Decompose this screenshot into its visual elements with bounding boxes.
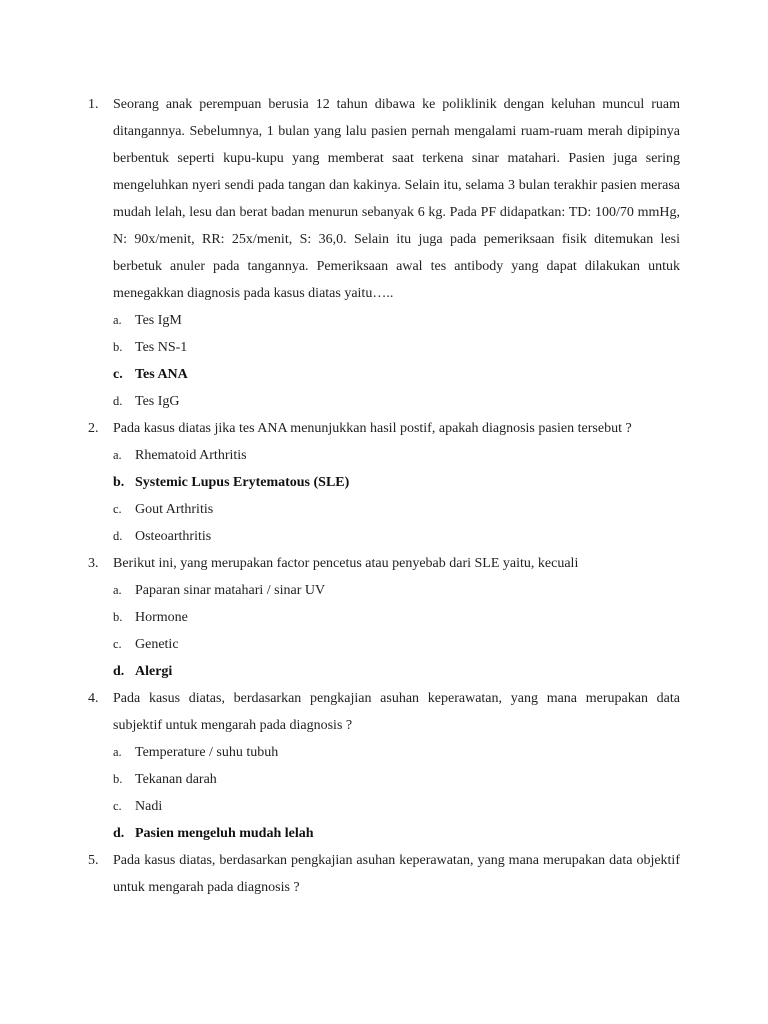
option-letter: a. bbox=[113, 745, 122, 759]
option-list bbox=[113, 577, 680, 685]
question-list bbox=[88, 91, 680, 901]
option-c bbox=[113, 793, 680, 820]
question-5 bbox=[88, 847, 680, 901]
option-list bbox=[113, 442, 680, 550]
option-letter: c. bbox=[113, 502, 122, 516]
option-text: Osteoarthritis bbox=[135, 529, 212, 544]
option-b bbox=[113, 766, 680, 793]
option-text: Tes ANA bbox=[135, 367, 188, 382]
question-number: 4. bbox=[88, 691, 99, 706]
option-letter: c. bbox=[113, 799, 122, 813]
option-c bbox=[113, 496, 680, 523]
option-text: Pasien mengeluh mudah lelah bbox=[135, 826, 314, 841]
option-a bbox=[113, 739, 680, 766]
option-text: Alergi bbox=[135, 664, 173, 679]
option-text: Hormone bbox=[135, 610, 188, 625]
option-a bbox=[113, 307, 680, 334]
option-text: Temperature / suhu tubuh bbox=[135, 745, 279, 760]
option-d bbox=[113, 388, 680, 415]
option-text: Tes NS-1 bbox=[135, 340, 188, 355]
option-letter: d. bbox=[113, 394, 123, 408]
question-number: 2. bbox=[88, 421, 99, 436]
option-text: Tes IgM bbox=[135, 313, 182, 328]
question-4 bbox=[88, 685, 680, 847]
option-b-answer bbox=[113, 469, 680, 496]
question-number: 5. bbox=[88, 853, 99, 868]
option-a bbox=[113, 442, 680, 469]
question-2 bbox=[88, 415, 680, 550]
question-text: Pada kasus diatas jika tes ANA menunjukkan hasil postif, apakah diagnosis pasien tersebut ? bbox=[113, 421, 632, 436]
option-d-answer bbox=[113, 658, 680, 685]
question-text: Pada kasus diatas, berdasarkan pengkajian asuhan keperawatan, yang mana merupakan data objektif untuk mengarah pada diagnosis ? bbox=[113, 853, 680, 895]
question-text: Berikut ini, yang merupakan factor pencetus atau penyebab dari SLE yaitu, kecuali bbox=[113, 556, 579, 571]
option-letter: c. bbox=[113, 367, 123, 382]
option-letter: b. bbox=[113, 475, 125, 490]
option-letter: b. bbox=[113, 610, 123, 624]
question-text: Seorang anak perempuan berusia 12 tahun dibawa ke poliklinik dengan keluhan muncul ruam ditangannya. Sebelumnya, 1 bulan yang lalu pasien pernah mengalami ruam-ruam merah dipipinya berbentuk seperti kupu-kupu yang memberat saat terkena sinar matahari. Pasien juga sering mengeluhkan nyeri sendi pada tangan dan kakinya. Selain itu, selama 3 bulan terakhir pasien merasa mudah lelah, lesu dan berat badan menurun sebanyak 6 kg. Pada PF didapatkan: TD: 100/70 mmHg, N: 90x/menit, RR: 25x/menit, S: 36,0. Selain itu juga pada pemeriksaan fisik ditemukan lesi berbetuk anuler pada tangannya. Pemeriksaan awal tes antibody yang dapat dilakukan untuk menegakkan diagnosis pada kasus diatas yaitu….. bbox=[113, 97, 680, 301]
option-letter: b. bbox=[113, 340, 123, 354]
option-letter: c. bbox=[113, 637, 122, 651]
option-text: Paparan sinar matahari / sinar UV bbox=[135, 583, 326, 598]
option-text: Rhematoid Arthritis bbox=[135, 448, 247, 463]
option-text: Tekanan darah bbox=[135, 772, 217, 787]
question-number: 1. bbox=[88, 97, 99, 112]
option-text: Tes IgG bbox=[135, 394, 180, 409]
option-text: Genetic bbox=[135, 637, 179, 652]
question-text: Pada kasus diatas, berdasarkan pengkajian asuhan keperawatan, yang mana merupakan data subjektif untuk mengarah pada diagnosis ? bbox=[113, 691, 680, 733]
option-letter: b. bbox=[113, 772, 123, 786]
option-text: Nadi bbox=[135, 799, 163, 814]
option-letter: a. bbox=[113, 583, 122, 597]
question-number: 3. bbox=[88, 556, 99, 571]
option-c-answer bbox=[113, 361, 680, 388]
option-d-answer bbox=[113, 820, 680, 847]
option-a bbox=[113, 577, 680, 604]
option-text: Gout Arthritis bbox=[135, 502, 214, 517]
option-c bbox=[113, 631, 680, 658]
option-text: Systemic Lupus Erytematous (SLE) bbox=[135, 475, 350, 490]
option-d bbox=[113, 523, 680, 550]
question-1 bbox=[88, 91, 680, 415]
option-b bbox=[113, 334, 680, 361]
option-letter: a. bbox=[113, 313, 122, 327]
question-3 bbox=[88, 550, 680, 685]
option-letter: a. bbox=[113, 448, 122, 462]
option-letter: d. bbox=[113, 664, 125, 679]
option-b bbox=[113, 604, 680, 631]
option-letter: d. bbox=[113, 529, 123, 543]
option-list bbox=[113, 307, 680, 415]
option-letter: d. bbox=[113, 826, 125, 841]
option-list bbox=[113, 739, 680, 847]
